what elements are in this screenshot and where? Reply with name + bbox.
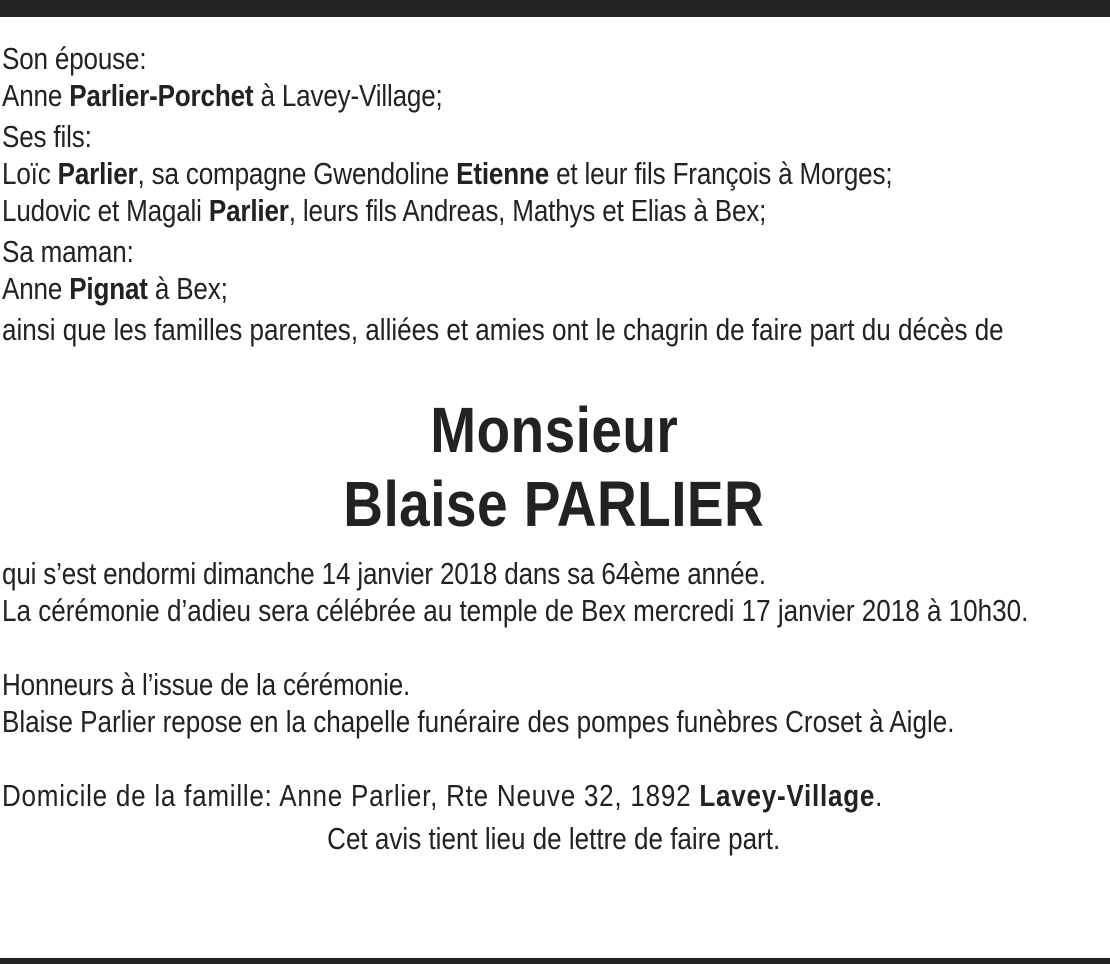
deceased-name-block <box>2 393 1106 541</box>
son2-name: Parlier <box>208 193 289 228</box>
mother-suffix: à Bex; <box>147 271 228 306</box>
domicile-prefix: Domicile de la famille: Anne Parlier, Rte Neuve 32, 1892 <box>2 778 700 813</box>
spouse-suffix: à Lavey-Village; <box>253 78 443 113</box>
son-line-1 <box>2 155 929 192</box>
death-details: qui s’est endormi dimanche 14 janvier 2018 dans sa 64ème année. <box>2 556 766 591</box>
son2-prefix: Ludovic et Magali <box>2 193 209 228</box>
son1-suffix: et leur fils François à Morges; <box>549 156 893 191</box>
domicile-suffix: . <box>875 778 884 813</box>
honours-details: Honneurs à l’issue de la cérémonie. <box>2 667 411 702</box>
announcement-text: ainsi que les familles parentes, alliées et amies ont le chagrin de faire part du décès de <box>2 312 1004 347</box>
bottom-rule <box>0 958 1110 964</box>
ceremony-details: La cérémonie d’adieu sera célébrée au temple de Bex mercredi 17 janvier 2018 à 10h30. <box>2 593 1029 628</box>
domicile-place: Lavey-Village <box>699 778 876 813</box>
closing-line <box>2 820 1106 857</box>
mother-name: Pignat <box>69 271 148 306</box>
son-line-2 <box>2 192 929 229</box>
closing-text: Cet avis tient lieu de lettre de faire part. <box>327 821 781 856</box>
spouse-heading: Son épouse: <box>2 41 147 76</box>
spouse-name: Parlier-Porchet <box>69 78 254 113</box>
deceased-title: Monsieur <box>429 394 679 466</box>
domicile-line <box>2 777 929 814</box>
son1-name: Parlier <box>57 156 138 191</box>
son1-prefix: Loïc <box>2 156 58 191</box>
sons-heading: Ses fils: <box>2 119 92 154</box>
top-rule <box>0 0 1110 17</box>
mother-line <box>2 270 929 307</box>
spouse-prefix: Anne <box>2 78 70 113</box>
obituary-notice <box>2 40 1106 857</box>
son1-partner-name: Etienne <box>456 156 550 191</box>
son2-suffix: , leurs fils Andreas, Mathys et Elias à Bex; <box>288 193 767 228</box>
rest-details: Blaise Parlier repose en la chapelle funéraire des pompes funèbres Croset à Aigle. <box>2 704 955 739</box>
mother-prefix: Anne <box>2 271 70 306</box>
deceased-name: Blaise PARLIER <box>343 468 765 540</box>
son1-middle: , sa compagne Gwendoline <box>137 156 457 191</box>
spouse-line <box>2 77 929 114</box>
mother-heading: Sa maman: <box>2 234 134 269</box>
